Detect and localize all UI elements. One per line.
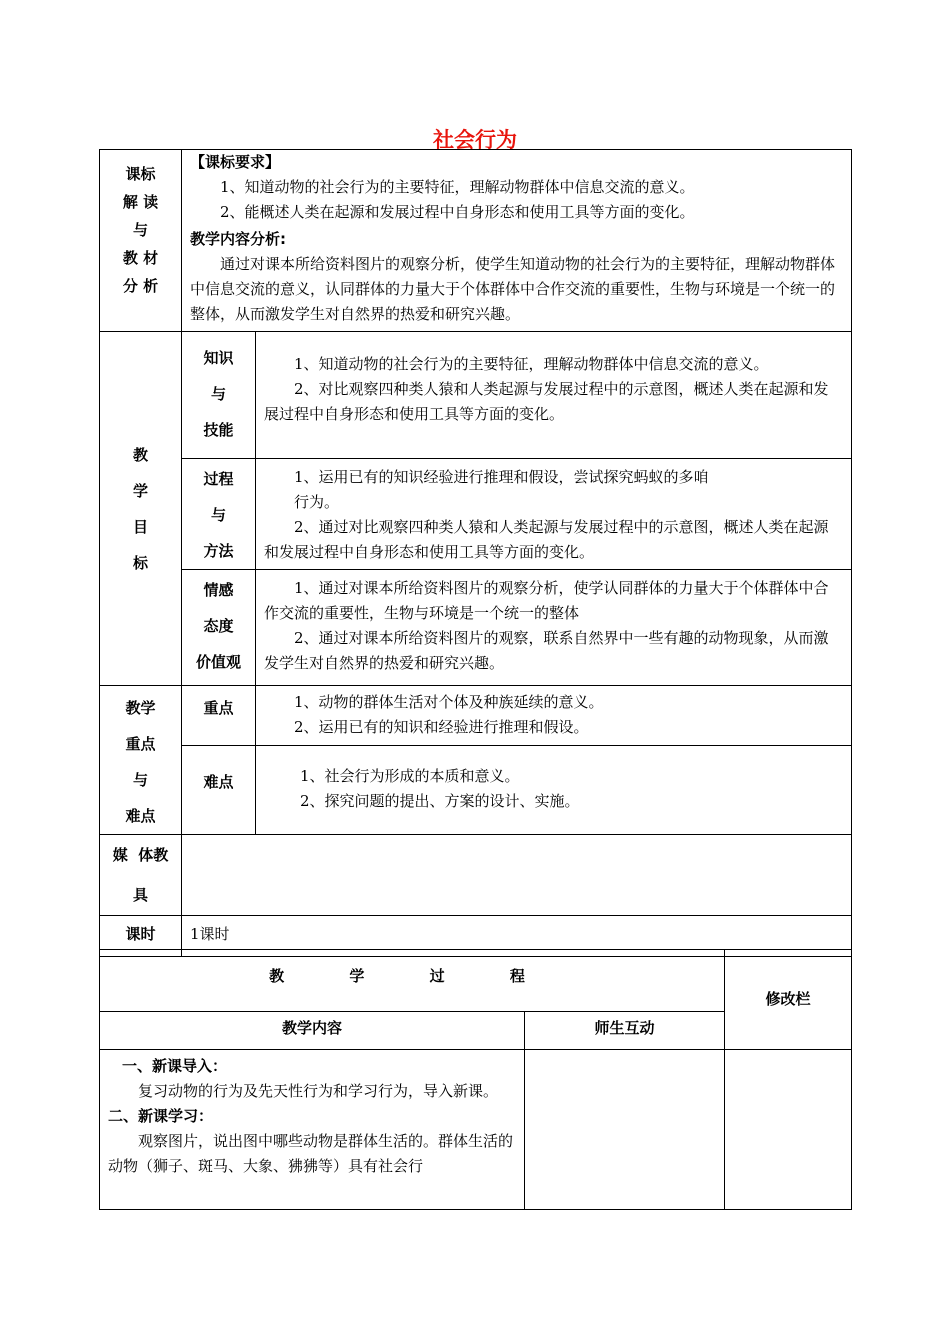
hours-label: 课时	[100, 916, 182, 957]
difficult-points-content	[256, 745, 852, 834]
media-label: 媒 体教 具	[100, 835, 182, 916]
process-heading-cell	[100, 950, 725, 1012]
objective-item: 行为。	[294, 493, 340, 511]
requirement-item: 1、知道动物的社会行为的主要特征，理解动物群体中信息交流的意义。	[220, 178, 695, 196]
key-point-item: 2、运用已有的知识和经验进行推理和假设。	[294, 718, 589, 736]
content-column-header: 教学内容	[100, 1012, 525, 1050]
attitude-row	[100, 570, 852, 686]
revision-cell	[725, 1050, 852, 1210]
key-point-item: 1、动物的群体生活对个体及种族延续的意义。	[294, 693, 604, 711]
teaching-content-cell	[100, 1050, 525, 1210]
difficult-point-item: 1、社会行为形成的本质和意义。	[300, 766, 520, 785]
teaching-process-table	[99, 949, 852, 1210]
requirement-item: 2、能概述人类在起源和发展过程中自身形态和使用工具等方面的变化。	[220, 203, 695, 221]
process-heading: 教 学 过 程	[269, 967, 555, 985]
key-points-content	[256, 686, 852, 746]
key-points-label: 重点	[182, 686, 256, 746]
media-row	[100, 835, 852, 916]
objective-item: 1、知道动物的社会行为的主要特征，理解动物群体中信息交流的意义。	[294, 355, 769, 373]
objective-item: 1、通过对课本所给资料图片的观察分析，使学认同群体的力量大于个体群体中合作交流的重要性，生物与环境是一个统一的整体	[264, 579, 829, 622]
hours-value: 1课时	[182, 916, 852, 957]
interaction-cell	[525, 1050, 725, 1210]
interaction-column-header: 师生互动	[525, 1012, 725, 1050]
standards-content	[182, 150, 852, 332]
difficult-points-row	[100, 745, 852, 834]
knowledge-row	[100, 332, 852, 459]
objective-item: 1、运用已有的知识经验进行推理和假设，尝试探究蚂蚁的多咱	[294, 468, 709, 486]
knowledge-label: 知识 与 技能	[182, 332, 256, 459]
revision-column-header: 修改栏	[725, 950, 852, 1050]
objectives-label: 教 学 目 标	[100, 332, 182, 686]
standards-row	[100, 150, 852, 332]
section-text: 观察图片，说出图中哪些动物是群体生活的。群体生活的动物（狮子、斑马、大象、狒狒等）具有社会行	[108, 1132, 514, 1175]
analysis-text: 通过对课本所给资料图片的观察分析，使学生知道动物的社会行为的主要特征，理解动物群体中信息交流的意义，认同群体的力量大于个体群体中合作交流的重要性，生物与环境是一个统一的整体，从而激发学生对自然界的热爱和研究兴趣。	[190, 255, 836, 323]
attitude-label: 情感 态度 价值观	[182, 570, 256, 686]
analysis-heading: 教学内容分析:	[190, 230, 286, 248]
process-row	[100, 459, 852, 570]
requirements-heading: 【课标要求】	[190, 153, 281, 171]
section-text: 复习动物的行为及先天性行为和学习行为，导入新课。	[138, 1082, 499, 1100]
difficult-point-item: 2、探究问题的提出、方案的设计、实施。	[300, 791, 580, 810]
knowledge-content	[256, 332, 852, 459]
objective-item: 2、通过对比观察四种类人猿和人类起源与发展过程中的示意图，概述人类在起源和发展过程中自身形态和使用工具等方面的变化。	[264, 518, 829, 561]
attitude-content	[256, 570, 852, 686]
section-heading: 二、新课学习：	[108, 1107, 214, 1125]
process-body-row	[100, 1050, 852, 1210]
focus-label: 教学 重点 与 难点	[100, 686, 182, 835]
objective-item: 2、通过对课本所给资料图片的观察，联系自然界中一些有趣的动物现象，从而激发学生对自然界的热爱和研究兴趣。	[264, 629, 829, 672]
standards-label: 课标 解 读 与 教 材 分 析	[100, 150, 182, 332]
process-label: 过程 与 方法	[182, 459, 256, 570]
key-points-row	[100, 686, 852, 746]
lesson-plan-table	[99, 149, 852, 957]
media-value	[182, 835, 852, 916]
page-title: 社会行为	[433, 128, 517, 152]
difficult-points-label: 难点	[182, 745, 256, 834]
process-content	[256, 459, 852, 570]
process-heading-row	[100, 950, 852, 1012]
objective-item: 2、对比观察四种类人猿和人类起源与发展过程中的示意图，概述人类在起源和发展过程中自身形态和使用工具等方面的变化。	[264, 380, 829, 423]
section-heading: 一、新课导入：	[122, 1057, 228, 1075]
